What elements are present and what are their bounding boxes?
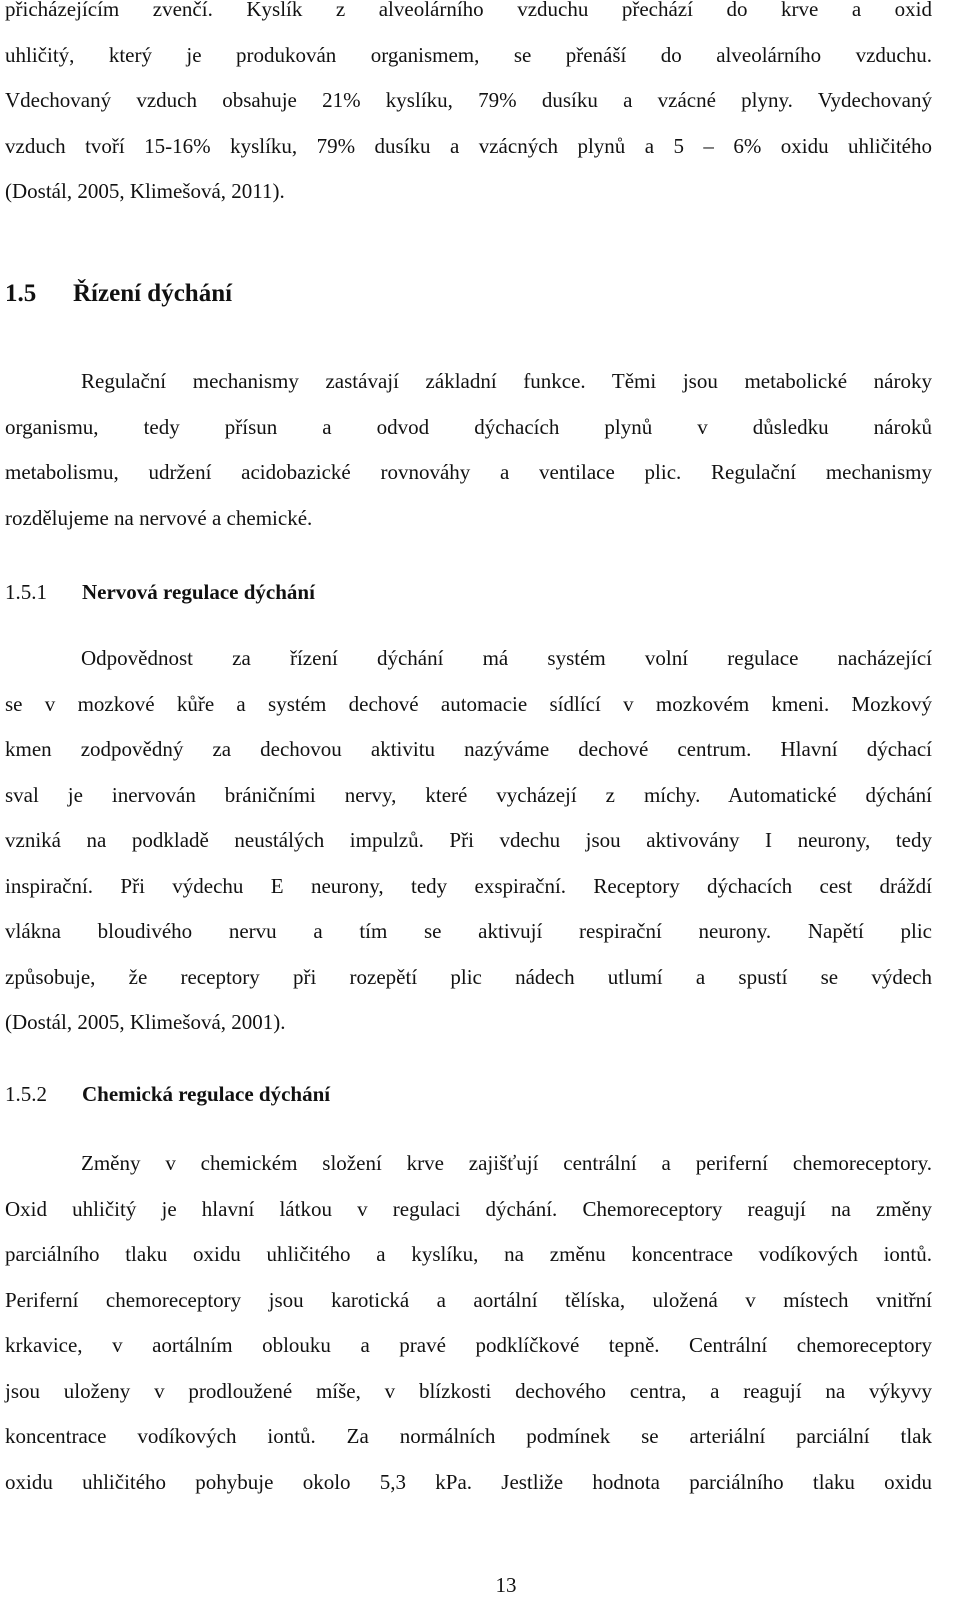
paragraph-intro [5,0,932,215]
paragraph-section-1-5 [5,359,932,541]
text-line: se v mozkové kůře a systém dechové automacie sídlící v mozkovém kmeni. Mozkový [5,691,932,716]
text-line: vzduch tvoří 15-16% kyslíku, 79% dusíku a vzácných plynů a 5 – 6% oxidu uhličitého [5,133,932,158]
text-line: vlákna bloudivého nervu a tím se aktivují respirační neurony. Napětí plic [5,919,932,943]
heading-number: 1.5 [5,280,37,307]
text-line: Změny v chemickém složení krve zajišťují centrální a periferní chemoreceptory. [81,1151,932,1175]
text-line: způsobuje, že receptory při rozepětí plic nádech utlumí a spustí se výdech [5,964,932,989]
heading-section-1-5-2 [5,1076,330,1112]
text-line: Oxid uhličitý je hlavní látkou v regulaci dýchání. Chemoreceptory reagují na změny [5,1196,932,1221]
text-line: vzniká na podkladě neustálých impulzů. Při vdechu jsou aktivovány I neurony, tedy [5,828,932,852]
text-line: sval je inervován bráničními nervy, které vycházejí z míchy. Automatické dýchání [5,782,932,807]
text-line: jsou uloženy v prodloužené míše, v blízkosti dechového centra, a reagují na výkyvy [5,1378,932,1403]
text-line: (Dostál, 2005, Klimešová, 2001). [5,1010,286,1034]
text-line: parciálního tlaku oxidu uhličitého a kyslíku, na změnu koncentrace vodíkových iontů. [5,1242,932,1266]
heading-title: Chemická regulace dýchání [82,1082,331,1106]
text-line: organismu, tedy přísun a odvod dýchacích plynů v důsledku nároků [5,414,932,439]
page-number: 13 [495,1573,517,1597]
heading-section-1-5-1 [5,574,315,610]
text-line: koncentrace vodíkových iontů. Za normálních podmínek se arteriální parciální tlak [5,1424,932,1448]
text-line: Periferní chemoreceptory jsou karotická a aortální tělíska, uložená v místech vnitřní [5,1287,932,1312]
text-line: Odpovědnost za řízení dýchání má systém volní regulace nacházející [81,646,932,670]
text-line: kmen zodpovědný za dechovou aktivitu nazýváme dechové centrum. Hlavní dýchací [5,737,932,761]
text-line: krkavice, v aortálním oblouku a pravé podklíčkové tepně. Centrální chemoreceptory [5,1333,932,1357]
text-line: Vdechovaný vzduch obsahuje 21% kyslíku, 79% dusíku a vzácné plyny. Vydechovaný [5,88,932,112]
paragraph-section-1-5-1 [5,636,932,1046]
text-line: inspirační. Při výdechu E neurony, tedy exspirační. Receptory dýchacích cest dráždí [5,873,932,898]
heading-title: Nervová regulace dýchání [82,580,315,604]
text-line: Regulační mechanismy zastávají základní funkce. Těmi jsou metabolické nároky [81,369,932,393]
text-line: oxidu uhličitého pohybuje okolo 5,3 kPa. Jestliže hodnota parciálního tlaku oxidu [5,1469,932,1494]
heading-section-1-5 [5,274,232,314]
heading-number: 1.5.2 [5,1082,47,1106]
text-line: (Dostál, 2005, Klimešová, 2011). [5,179,285,203]
text-line: uhličitý, který je produkován organismem, se přenáší do alveolárního vzduchu. [5,42,932,67]
text-line: metabolismu, udržení acidobazické rovnováhy a ventilace plic. Regulační mechanismy [5,460,932,484]
text-line: přicházejícím zvenčí. Kyslík z alveolárního vzduchu přechází do krve a oxid [5,0,932,21]
heading-number: 1.5.1 [5,580,47,604]
paragraph-section-1-5-2 [5,1141,932,1505]
heading-title: Řízení dýchání [73,280,233,307]
text-line: rozdělujeme na nervové a chemické. [5,505,313,530]
